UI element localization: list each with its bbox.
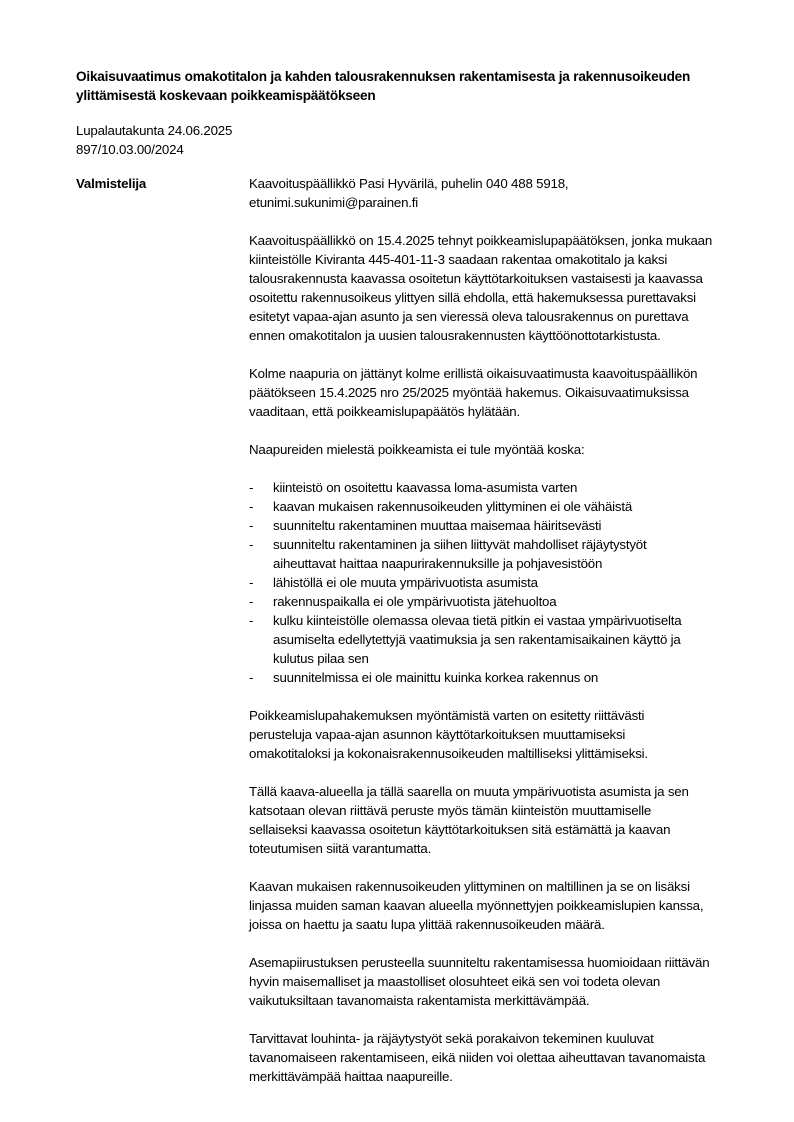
text-line: tavanomaiseen rakentamiseen, eikä niiden voi olettaa aiheuttavan tavanomaista <box>249 1050 706 1065</box>
paragraph-landscape <box>249 953 749 1010</box>
list-item <box>249 668 749 687</box>
text-line: Kaavan mukaisen rakennusoikeuden ylittyminen on maltillinen ja se on lisäksi <box>249 879 690 894</box>
text-line: linjassa muiden saman kaavan alueella myönnettyjen poikkeamislupien kanssa, <box>249 898 704 913</box>
list-item-text: kaavan mukaisen rakennusoikeuden ylittyminen ei ole vähäistä <box>273 499 633 514</box>
preparer-info <box>249 174 749 212</box>
text-line: ennen omakotitalon ja uusien talousrakennusten käyttöönottotarkistusta. <box>249 328 661 343</box>
list-bullet: - <box>249 613 254 628</box>
paragraph-neighbours-intro <box>249 440 749 459</box>
list-item-text: kulku kiinteistölle olemassa olevaa tietä pitkin ei vastaa ympärivuotiselta <box>273 613 682 628</box>
text-line: Asemapiirustuksen perusteella suunniteltu rakentamisessa huomioidaan riittävän <box>249 955 710 970</box>
text-line: Naapureiden mielestä poikkeamista ei tule myöntää koska: <box>249 442 585 457</box>
text-line: joissa on haettu ja saatu lupa ylittää rakennusoikeuden määrä. <box>249 917 605 932</box>
list-item <box>249 516 749 535</box>
text-line: kiinteistölle Kiviranta 445-401-11-3 saadaan rakentaa omakotitalo ja kaksi <box>249 252 668 267</box>
title-line: Oikaisuvaatimus omakotitalon ja kahden talousrakennuksen rakentamisesta ja rakennusoikeuden <box>76 69 691 84</box>
text-line: esitetyt vapaa-ajan asunto ja sen vieressä oleva talousrakennus on purettava <box>249 309 689 324</box>
list-item <box>249 478 749 497</box>
text-line: vaaditaan, että poikkeamislupapäätös hylätään. <box>249 404 520 419</box>
list-item-text: asumiselta edellytettyjä vaatimuksia ja sen rakentamisaikainen käyttö ja <box>273 632 681 647</box>
text-line: päätökseen 15.4.2025 nro 25/2025 myöntää hakemus. Oikaisuvaatimuksissa <box>249 385 689 400</box>
list-bullet: - <box>249 518 254 533</box>
text-line: merkittävämpää haittaa naapureille. <box>249 1069 453 1084</box>
preparer-line: Kaavoituspäällikkö Pasi Hyvärilä, puhelin 040 488 5918, <box>249 176 569 191</box>
text-line: toteutumisen siitä varantumatta. <box>249 841 432 856</box>
list-bullet: - <box>249 537 254 552</box>
text-line: sellaiseksi kaavassa osoitetun käyttötarkoituksen sitä estämättä ja kaavan <box>249 822 671 837</box>
list-item <box>249 497 749 516</box>
list-item <box>249 611 749 668</box>
paragraph-appeals <box>249 364 749 421</box>
list-item-text: kulutus pilaa sen <box>273 651 369 666</box>
preparer-label: Valmistelija <box>76 176 147 191</box>
list-bullet: - <box>249 670 254 685</box>
text-line: vaikutuksiltaan tavanomaista rakentamista merkittävämpää. <box>249 993 590 1008</box>
text-line: Tällä kaava-alueella ja tällä saarella on muuta ympärivuotista asumista ja sen <box>249 784 689 799</box>
case-number: 897/10.03.00/2024 <box>76 142 184 157</box>
preparer-email: etunimi.sukunimi@parainen.fi <box>249 195 419 210</box>
paragraph-area-housing <box>249 782 749 858</box>
paragraph-building-rights <box>249 877 749 934</box>
text-line: osoitettu rakennusoikeus ylittyen sillä ehdolla, että hakemuksessa purettavaksi <box>249 290 696 305</box>
list-item <box>249 535 749 573</box>
objections-list <box>249 478 749 687</box>
list-item <box>249 592 749 611</box>
list-item-text: lähistöllä ei ole muuta ympärivuotista asumista <box>273 575 538 590</box>
list-bullet: - <box>249 575 254 590</box>
paragraph-justification <box>249 706 749 763</box>
meeting-info <box>76 121 232 159</box>
text-line: Tarvittavat louhinta- ja räjäytystyöt sekä porakaivon tekeminen kuuluvat <box>249 1031 654 1046</box>
list-item-text: suunnitelmissa ei ole mainittu kuinka korkea rakennus on <box>273 670 599 685</box>
list-item-text: suunniteltu rakentaminen muuttaa maisemaa häiritsevästi <box>273 518 602 533</box>
list-item-text: rakennuspaikalla ei ole ympärivuotista jätehuoltoa <box>273 594 557 609</box>
text-line: Poikkeamislupahakemuksen myöntämistä varten on esitetty riittävästi <box>249 708 645 723</box>
list-item-text: suunniteltu rakentaminen ja siihen liittyvät mahdolliset räjäytystyöt <box>273 537 647 552</box>
text-line: katsotaan olevan riittävä peruste myös tämän kiinteistön muuttamiselle <box>249 803 652 818</box>
text-line: omakotitaloksi ja kokonaisrakennusoikeuden maltilliseksi ylittämiseksi. <box>249 746 648 761</box>
text-line: perusteluja vapaa-ajan asunnon käyttötarkoituksen muuttamiseksi <box>249 727 626 742</box>
list-item-text: kiinteistö on osoitettu kaavassa loma-asumista varten <box>273 480 578 495</box>
list-bullet: - <box>249 499 254 514</box>
list-item-text: aiheuttavat haittaa naapurirakennuksille ja pohjavesistöön <box>273 556 603 571</box>
list-item <box>249 573 749 592</box>
list-bullet: - <box>249 594 254 609</box>
text-line: hyvin maisemalliset ja maastolliset olosuhteet eikä sen voi todeta olevan <box>249 974 661 989</box>
list-bullet: - <box>249 480 254 495</box>
paragraph-excavation <box>249 1029 749 1086</box>
text-line: talousrakennusta kaavassa osoitetun käyttötarkoituksen vastaisesti ja kaavassa <box>249 271 703 286</box>
meeting-name: Lupalautakunta 24.06.2025 <box>76 123 233 138</box>
document-title <box>76 67 716 105</box>
paragraph-decision <box>249 231 749 345</box>
title-line: ylittämisestä koskevaan poikkeamispäätökseen <box>76 88 376 103</box>
text-line: Kolme naapuria on jättänyt kolme erillistä oikaisuvaatimusta kaavoituspäällikön <box>249 366 698 381</box>
document-body <box>249 174 749 1105</box>
text-line: Kaavoituspäällikkö on 15.4.2025 tehnyt poikkeamislupapäätöksen, jonka mukaan <box>249 233 713 248</box>
